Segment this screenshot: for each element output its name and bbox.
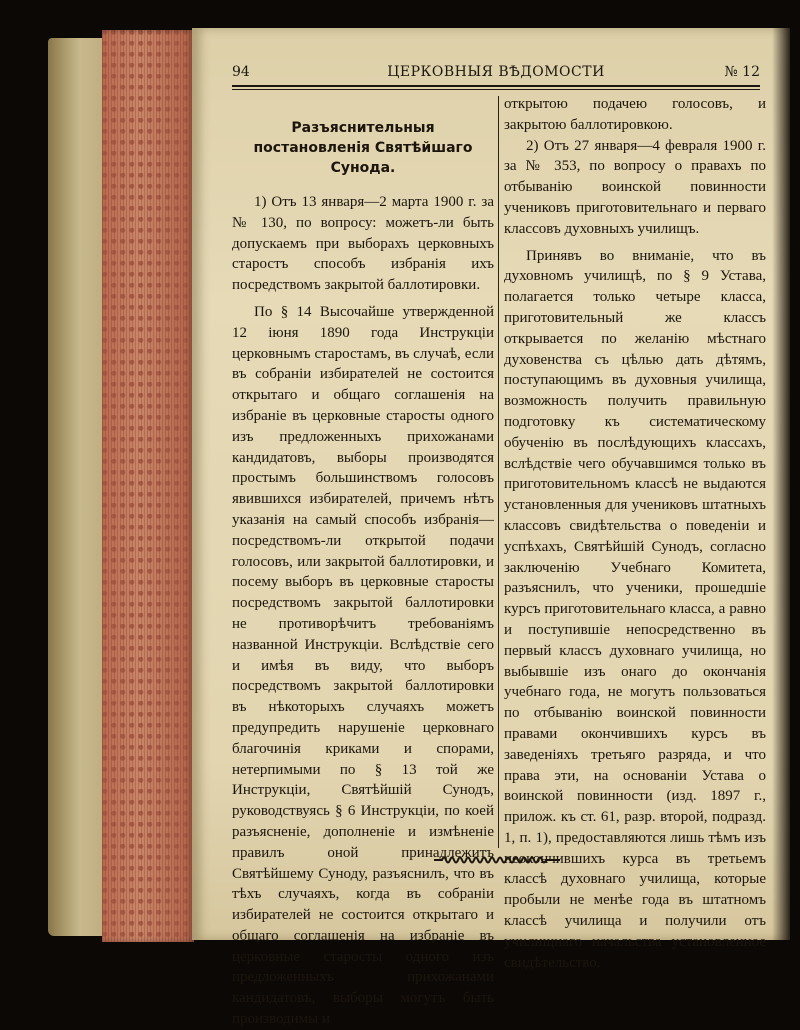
page-number: 94 <box>232 64 250 80</box>
paragraph: 2) Отъ 27 января—4 февраля 1900 г. за № 353, по вопросу о правахъ по отбыванію воинской повинности учениковъ приготовительнаго и перваго классовъ духовныхъ училищъ. <box>504 137 766 237</box>
paragraph: 1) Отъ 13 января—2 марта 1900 г. за № 130, по вопросу: можетъ-ли быть допускаемъ при выборахъ церковныхъ старостъ способъ избранія ихъ посредствомъ закрытой баллотировки. <box>232 194 494 294</box>
book-page <box>192 28 790 1028</box>
issue-number: № 12 <box>724 64 760 80</box>
paragraph: открытою подачею голосовъ, и закрытою баллотировкою. <box>504 96 766 133</box>
right-column <box>504 94 766 973</box>
wavy-divider-ornament <box>432 853 562 867</box>
book-fore-edge <box>102 30 194 942</box>
journal-title: ЦЕРКОВНЫЯ ВѢДОМОСТИ <box>387 64 605 80</box>
running-head <box>232 64 760 84</box>
paragraph: По § 14 Высочайше утвержденной 12 іюня 1890 года Инструкціи церковнымъ старостамъ, въ случаѣ, если въ собраніи избирателей не состоится открытаго и общаго соглашенія на избраніе въ церковные старосты одного изъ предложенныхъ прихожанами кандидатовъ, выборы производятся простымъ большинствомъ голосовъ явившихся избирателей, причемъ нѣтъ указанія на самый способъ избранія—посредствомъ-ли открытой подачи голосовъ, или закрытой баллотировки, и посему выборъ въ церковные старосты посредствомъ закрытой баллотировки не противорѣчитъ требованіямъ названной Инструкціи. Вслѣдствіе сего и имѣя въ виду, что выборъ посредствомъ закрытой баллотировки въ нѣкоторыхъ случаяхъ можетъ предупредить нарушеніе церковнаго благочинія криками и спорами, нетерпимыми по § 13 той же Инструкціи, Святѣйшій Сунодъ, руководствуясь § 6 Инструкціи, по коей разъясненіе, дополненіе и измѣненіе правилъ оной принадлежитъ Святѣйшему Суноду, разъяснилъ, что въ тѣхъ случаяхъ, когда въ собраніи избирателей не состоится открытаго и общаго соглашенія на избраніе въ церковные старосты одного изъ предложенныхъ прихожанами кандидатовъ, выборы могутъ быть производимы и <box>232 303 494 1028</box>
paragraph: Принявъ во вниманіе, что въ духовномъ училищѣ, по § 9 Устава, полагается только четыре класса, приготовительный же классъ открывается по желанію мѣстнаго духовенства съ цѣлью дать дѣтямъ, поступающимъ въ духовныя училища, возможность получить правильную подготовку къ систематическому обученію въ послѣдующихъ классахъ, вслѣдствіе чего обучавшимся только въ приготовительномъ классѣ не выдаются установленныя для учениковъ штатныхъ классовъ свидѣтельства о поведеніи и успѣхахъ, Святѣйшій Сунодъ, согласно заключенію Учебнаго Комитета, разъяснилъ, что ученики, прошедшіе курсъ приготовительнаго класса, а равно и поступившіе непосредственно въ первый классъ духовнаго училища, но выбывшіе изъ онаго до окончанія учебнаго года, не могутъ пользоваться по отбыванію воинской повинности правами окончившихъ курсъ въ заведеніяхъ третьяго разряда, и что права эти, на основаніи Устава о воинской повинности (изд. 1897 г., прилож. къ ст. 61, разр. второй, подразд. 1, п. 1), предоставляются лишь тѣмъ изъ неокончившихъ курса въ третьемъ классѣ духовнаго училища, которые пробыли не менѣе года въ штатномъ классѣ училища и получили отъ училищнаго начальства установленное свидѣтельство. <box>504 247 766 971</box>
header-rule-thick <box>232 85 760 87</box>
column-divider <box>498 96 499 848</box>
header-rule-thin <box>232 89 760 90</box>
left-column <box>232 92 494 1030</box>
article-heading: Разъяснительныя постановленія Святѣйшаго Сунода. <box>253 120 473 176</box>
